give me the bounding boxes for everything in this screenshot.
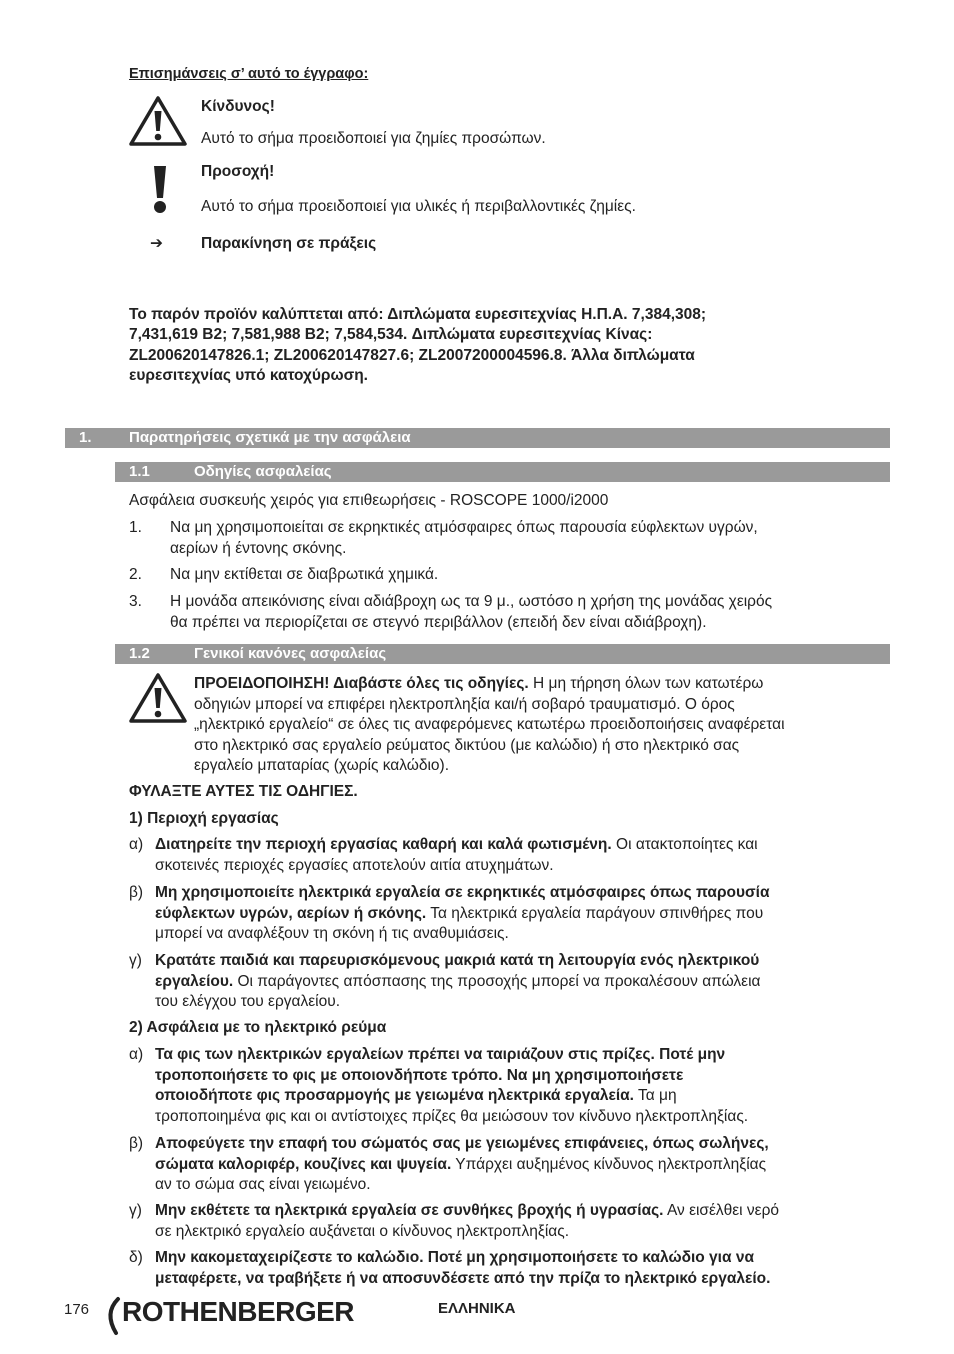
list-item-line: του ελέγχου του εργαλείου. (155, 993, 341, 1010)
list-item-line: Μην κακομεταχειρίζεστε το καλώδιο. Ποτέ μη χρησιμοποιήσετε το καλώδιο για να (155, 1249, 754, 1266)
list-item-line: Αποφεύγετε την επαφή του σώματός σας με γειωμένες επιφάνειες, όπως σωλήνες, (155, 1135, 769, 1152)
list-item-line: Μη χρησιμοποιείτε ηλεκτρικά εργαλεία σε εκρηκτικές ατμόσφαιρες όπως παρουσία (155, 884, 770, 901)
warning-line: „ηλεκτρικό εργαλείο“ σε όλες τις αναφερόμενες κατωτέρω προειδοποιήσεις αναφέρεται (194, 716, 785, 733)
action-text: Παρακίνηση σε πράξεις (201, 235, 377, 252)
list-item-line: Η μονάδα απεικόνισης είναι αδιάβροχη ως τα 9 μ., ωστόσο η χρήση της μονάδας χειρός (170, 593, 773, 610)
language-label: ΕΛΛΗΝΙΚΑ (438, 1300, 516, 1317)
list-item (170, 518, 758, 559)
warning-rest: Η μη τήρηση όλων των κατωτέρω (528, 675, 764, 692)
caution-text: Αυτό το σήμα προειδοποιεί για υλικές ή περιβαλλοντικές ζημίες. (201, 198, 636, 215)
intro-text: Ασφάλεια συσκευής χειρός για επιθεωρήσεις - ROSCOPE 1000/i2000 (129, 492, 609, 509)
list-item-line: τροποποιήσετε το φις με οποιονδήποτε τρόπο. Να μη χρησιμοποιήσετε (155, 1066, 684, 1084)
list-letter: δ) (129, 1249, 143, 1266)
general-warning (194, 674, 894, 777)
list-number: 2. (129, 566, 142, 583)
section-title: Οδηγίες ασφαλείας (194, 463, 332, 480)
keep-instructions: ΦΥΛΑΞΤΕ ΑΥΤΕΣ ΤΙΣ ΟΔΗΓΙΕΣ. (129, 783, 358, 800)
list-item-line: μεταφέρετε, να τραβήξετε ή να αποσυνδέσετε από την πρίζα το ηλεκτρικό εργαλείο. (155, 1269, 771, 1287)
list-letter: β) (129, 1135, 144, 1152)
list-item-line: μπορεί να αναφλέξουν τη σκόνη ή τις αναθυμιάσεις. (155, 925, 509, 942)
section-1-1-heading (115, 462, 890, 482)
list-item-line: Να μην εκτίθεται σε διαβρωτικά χημικά. (170, 566, 439, 583)
section-1-heading (65, 428, 890, 448)
section-title: Γενικοί κανόνες ασφαλείας (194, 645, 387, 662)
section-title: Παρατηρήσεις σχετικά με την ασφάλεια (129, 429, 411, 446)
list-item-line: σε ηλεκτρικό εργαλείο αυξάνεται ο κίνδυνος ηλεκτροπληξίας. (155, 1222, 570, 1240)
list-item-line: σκοτεινές περιοχές εργασίες αποτελούν αιτία ατυχημάτων. (155, 856, 554, 874)
list-item-line (155, 972, 761, 993)
list-item-line (155, 1086, 748, 1107)
warning-line (194, 674, 894, 695)
list-item (155, 1201, 779, 1242)
list-number: 1. (129, 519, 142, 536)
patent-line: ZL200620147826.1; ZL200620147827.6; ZL2007200004596.8. Άλλα διπλώματα (129, 347, 695, 364)
list-item (155, 883, 769, 945)
list-letter: α) (129, 836, 144, 853)
list-item-line: αερίων ή έντονης σκόνης. (170, 539, 347, 557)
danger-title: Κίνδυνος! (201, 98, 275, 115)
bold-text: εύφλεκτων υγρών, αερίων ή σκόνης. (155, 904, 427, 922)
warning-line: εργαλείο μπαταρίας (χωρίς καλώδιο). (194, 757, 450, 774)
rest-text: Υπάρχει αυξημένος κίνδυνος ηλεκτροπληξίας (451, 1155, 767, 1173)
list-letter: γ) (129, 1202, 142, 1219)
legend-heading: Επισημάνσεις σ’ αυτό το έγγραφο: (129, 66, 369, 82)
patent-line: ευρεσιτεχνίας υπό κατοχύρωση. (129, 367, 368, 384)
rest-text: Τα ηλεκτρικά εργαλεία παράγουν σπινθήρες που (426, 904, 764, 922)
list-item (170, 565, 438, 586)
rest-text: Τα μη (633, 1087, 677, 1104)
list-item-line: τροποποιημένα φις και οι αντίστοιχες πρίζες θα μειώσουν τον κίνδυνο ηλεκτροπληξίας. (155, 1107, 749, 1125)
patent-line: Το παρόν προϊόν καλύπτεται από: Διπλώματα ευρεσιτεχνίας Η.Π.Α. 7,384,308; (129, 306, 707, 323)
bold-text: σώματα καλοριφέρ, κουζίνες και ψυγεία. (155, 1155, 452, 1173)
subheading-electrical-safety: 2) Ασφάλεια με το ηλεκτρικό ρεύμα (129, 1019, 387, 1036)
patent-line: 7,431,619 B2; 7,581,988 B2; 7,584,534. Διπλώματα ευρεσιτεχνίας Κίνας: (129, 326, 653, 343)
list-letter: α) (129, 1046, 144, 1063)
warning-bold: ΠΡΟΕΙΔΟΠΟΙΗΣΗ! Διαβάστε όλες τις οδηγίες. (194, 675, 529, 692)
list-item (155, 951, 761, 1013)
section-1-2-heading (115, 644, 890, 664)
rest-text: Οι παράγοντες απόσπασης της προσοχής μπορεί να προκαλέσουν απώλεια (233, 972, 761, 990)
section-number: 1.2 (129, 645, 150, 662)
rest-text: Αν εισέλθει νερό (663, 1202, 780, 1219)
list-number: 3. (129, 593, 142, 610)
section-number: 1.1 (129, 463, 150, 480)
list-item (155, 835, 758, 876)
list-item-line: Τα φις των ηλεκτρικών εργαλείων πρέπει να ταιριάζουν στις πρίζες. Ποτέ μην (155, 1046, 726, 1063)
page-number: 176 (64, 1301, 90, 1318)
list-item-line: αν το σώμα σας είναι γειωμένο. (155, 1176, 371, 1193)
list-item-line (155, 835, 758, 856)
list-item-line (155, 1201, 779, 1222)
list-item (155, 1045, 748, 1127)
list-item-line (155, 1155, 769, 1176)
bold-text: Μην εκθέτετε τα ηλεκτρικά εργαλεία σε συνθήκες βροχής ή υγρασίας. (155, 1202, 664, 1219)
exclamation-icon (150, 164, 170, 216)
brand-name: ROTHENBERGER (122, 1296, 355, 1327)
list-item-line: Να μη χρησιμοποιείται σε εκρηκτικές ατμόσφαιρες όπως παρουσία εύφλεκτων υγρών, (170, 519, 758, 536)
warning-triangle-icon (128, 95, 188, 147)
list-letter: γ) (129, 952, 142, 969)
subheading-work-area: 1) Περιοχή εργασίας (129, 810, 279, 827)
warning-triangle-icon (128, 672, 188, 724)
arrow-right-icon: ➔ (150, 235, 163, 252)
bold-text: οποιοδήποτε φις προσαρμογής με γειωμένα ηλεκτρικά εργαλεία. (155, 1087, 634, 1104)
list-item-line (155, 904, 769, 925)
bold-text: εργαλείου. (155, 972, 234, 990)
warning-line: στο ηλεκτρικό σας εργαλείο ρεύματος δικτύου (με καλώδιο) ή στο ηλεκτρικό σας (194, 736, 740, 754)
list-item (170, 592, 772, 633)
list-item-line: θα πρέπει να περιορίζεται σε στεγνό περιβάλλον (επειδή δεν είναι αδιάβροχη). (170, 613, 707, 631)
bold-text: Διατηρείτε την περιοχή εργασίας καθαρή και καλά φωτισμένη. (155, 836, 612, 853)
list-item-line: Κρατάτε παιδιά και παρευρισκόμενους μακριά κατά τη λειτουργία ενός ηλεκτρικού (155, 952, 760, 969)
warning-line: οδηγιών μπορεί να επιφέρει ηλεκτροπληξία και/ή σοβαρό τραυματισμό. Ο όρος (194, 695, 735, 713)
danger-text: Αυτό το σήμα προειδοποιεί για ζημίες προσώπων. (201, 130, 546, 147)
list-letter: β) (129, 884, 144, 901)
list-item (155, 1248, 770, 1289)
section-number: 1. (79, 429, 92, 446)
caution-title: Προσοχή! (201, 163, 275, 180)
rest-text: Οι ατακτοποίητες και (611, 836, 758, 853)
list-item (155, 1134, 769, 1196)
